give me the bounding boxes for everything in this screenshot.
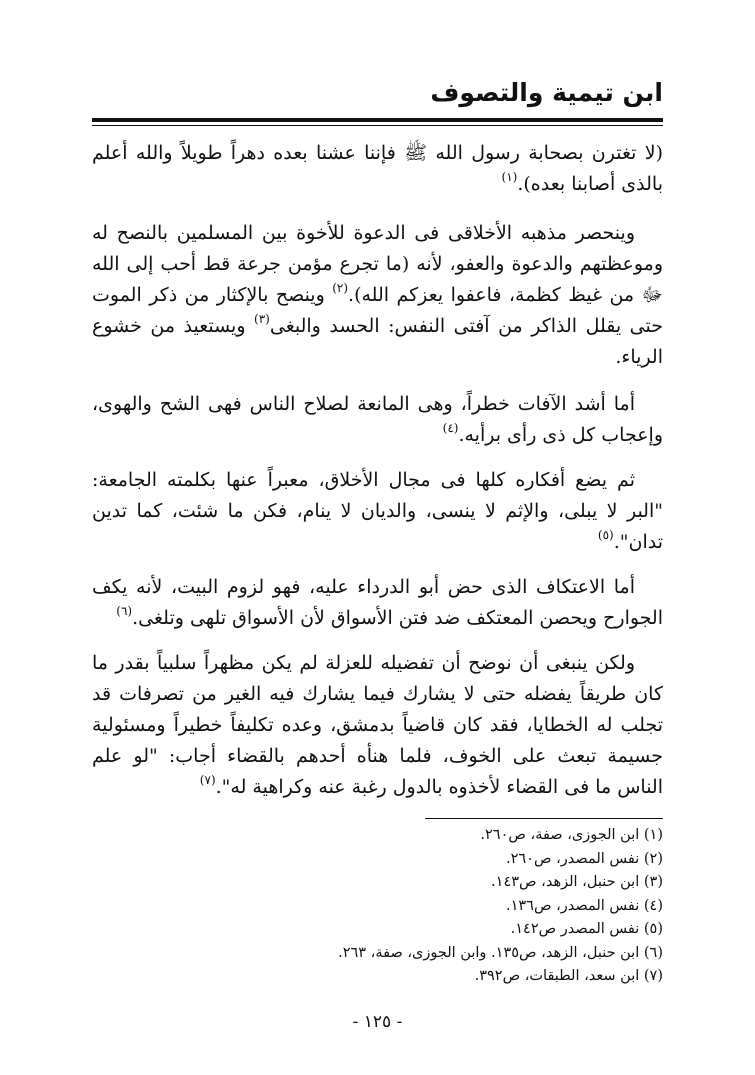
footnote-separator bbox=[425, 818, 663, 819]
paragraph-2: وينحصر مذهبه الأخلاقى فى الدعوة للأخوة بين المسلمين بالنصح له وموعظتهم والدعوة والعفو، لأنه (ما تجرع مؤمن جرعة قط أحب إلى الله ﷻ من غيظ كظمة، فاعفوا يعزكم الله).$^{(٢)}$ وينصح بالإكثار من ذكر الموت حتى يقلل الذاكر من آفتى النفس: الحسد والبغى$^{(٣)}$ ويستعيذ من خشوع الرياء. bbox=[92, 222, 663, 368]
paragraph-1: (لا تغترن بصحابة رسول الله ﷺ فإننا عشنا بعده دهراً طويلاً والله أعلم بالذى أصابنا بعده).$^{(١)}$ bbox=[92, 142, 663, 195]
footnotes bbox=[103, 824, 663, 989]
header-rule-thick bbox=[92, 118, 663, 122]
footnote-6: (٦) ابن حنبل، الزهد، ص١٣٥. وابن الجوزى، صفة، ٢٦٣. bbox=[338, 944, 663, 961]
footnote-7: (٧) ابن سعد، الطبقات، ص٣٩٢. bbox=[474, 968, 663, 984]
footnote-ref-2: (٢) bbox=[332, 281, 349, 295]
page-number: - ١٢٥ - bbox=[352, 1012, 403, 1032]
main-text bbox=[92, 138, 663, 803]
book-title: ابن تيمية والتصوف bbox=[430, 78, 663, 107]
header-rule-thin bbox=[92, 125, 663, 126]
footnote-ref-5: (٥) bbox=[597, 528, 614, 542]
footnote-ref-3: (٣) bbox=[254, 312, 270, 326]
footnote-2: (٢) نفس المصدر، ص٢٦٠. bbox=[505, 850, 663, 867]
footnote-ref-4: (٤) bbox=[442, 421, 459, 435]
footnote-ref-1: (١) bbox=[501, 170, 518, 184]
running-header bbox=[92, 76, 663, 118]
paragraph-5: أما الاعتكاف الذى حض أبو الدرداء عليه، فهو لزوم البيت، لأنه يكف الجوارح ويحصن المعتكف ضد فتن الأسواق لأن الأسواق تلهى وتلغى.$^{(٦)}$ bbox=[92, 576, 663, 629]
footnote-4: (٤) نفس المصدر، ص١٣٦. bbox=[505, 897, 663, 914]
footnote-ref-6: (٦) bbox=[116, 604, 133, 618]
footnote-ref-7: (٧) bbox=[199, 773, 216, 787]
footnote-5: (٥) نفس المصدر ص١٤٢. bbox=[510, 921, 663, 937]
paragraph-3: أما أشد الآفات خطراً، وهى المانعة لصلاح الناس فهى الشح والهوى، وإعجاب كل ذى رأى برأيه.$^{(٤)}$ bbox=[92, 393, 663, 446]
paragraph-4: ثم يضع أفكاره كلها فى مجال الأخلاق، معبراً عنها بكلمته الجامعة: "البر لا يبلى، والإثم لا ينسى، والديان لا ينام، فكن ما شئت، كما تدين تدان".$^{(٥)}$ bbox=[92, 469, 663, 553]
paragraph-6: ولكن ينبغى أن نوضح أن تفضيله للعزلة لم يكن مظهراً سلبياً بقدر ما كان طريقاً يفضله حتى لا يشارك فيما يشارك فيه الغير من تصرفات قد تجلب له الخطايا، فقد كان قاضياً بدمشق، وعده تكليفاً خطيراً ومسئولية جسيمة تبعث على الخوف، فلما هنأه أحدهم بالقضاء أجاب: "لو علم الناس ما فى القضاء لأخذوه بالدول رغبة عنه وكراهية له".$^{(٧)}$ bbox=[92, 652, 663, 798]
footnote-1: (١) ابن الجوزى، صفة، ص٢٦٠. bbox=[480, 827, 663, 843]
footnote-3: (٣) ابن حنبل، الزهد، ص١٤٣. bbox=[491, 874, 663, 890]
